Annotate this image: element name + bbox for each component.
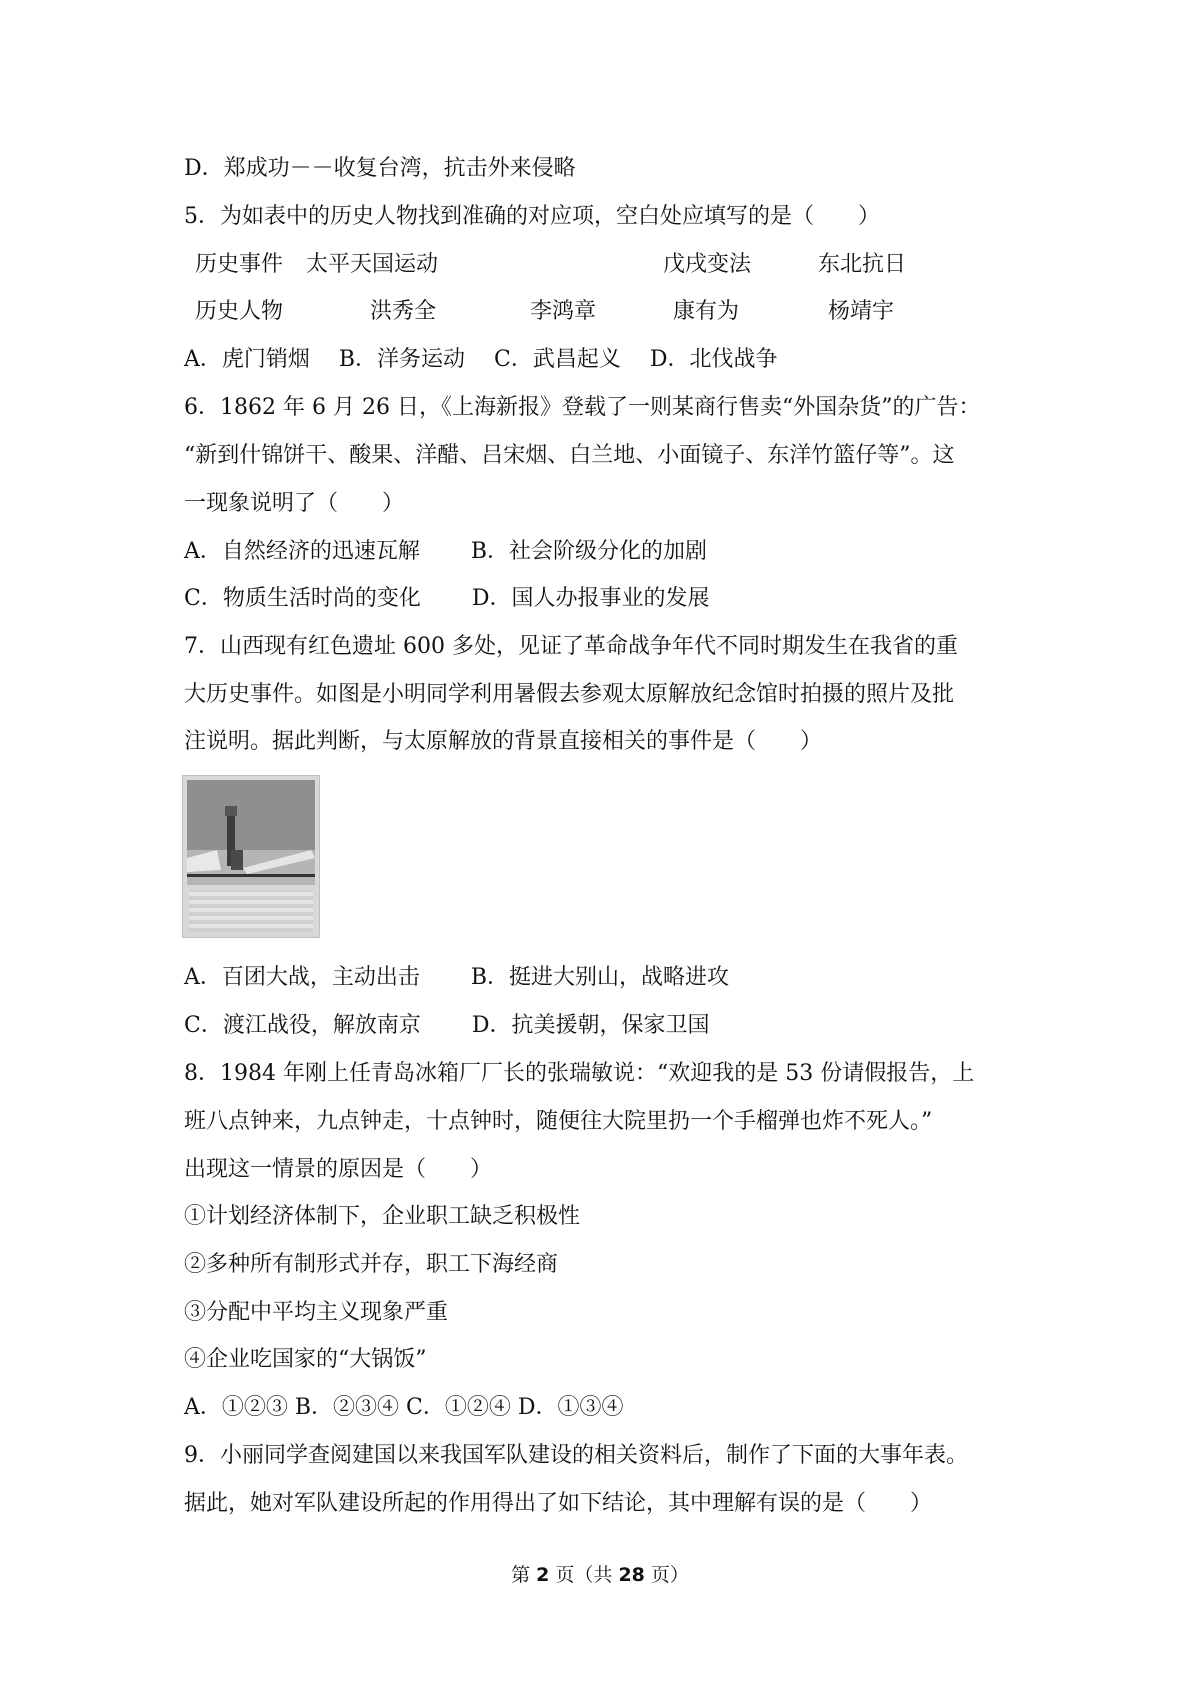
q8-stem-line: 班八点钟来，九点钟走，十点钟时，随便往大院里扔一个手榴弹也炸不死人。”: [184, 1109, 933, 1134]
q6-stem-line: “新到什锦饼干、酸果、洋醋、吕宋烟、白兰地、小面镜子、东洋竹篮仔等”。这: [184, 443, 955, 468]
q5-options: A．虎门销烟 B．洋务运动 C．武昌起义 D．北伐战争: [184, 347, 778, 372]
table-cell: 历史事件: [195, 252, 284, 277]
page-footer: [0, 1560, 1200, 1587]
q7-options: A．百团大战，主动出击 B．挺进大别山，战略进攻: [184, 965, 730, 990]
table-cell: 戊戌变法: [663, 252, 752, 277]
q9-stem-line: 据此，她对军队建设所起的作用得出了如下结论，其中理解有误的是（ ）: [184, 1491, 933, 1516]
q8-options: A．①②③ B．②③④ C．①②④ D．①③④: [184, 1395, 624, 1420]
q8-statement: ④企业吃国家的“大锅饭”: [184, 1347, 427, 1372]
q4-option-d: D．郑成功－－收复台湾，抗击外来侵略: [184, 156, 576, 181]
table-cell: 杨靖宇: [828, 299, 895, 324]
photo-image: [187, 780, 315, 885]
q8-stem-line: 8．1984 年刚上任青岛冰箱厂厂长的张瑞敏说：“欢迎我的是 53 份请假报告，上: [184, 1061, 975, 1086]
q7-stem-line: 大历史事件。如图是小明同学利用暑假去参观太原解放纪念馆时拍摄的照片及批: [184, 682, 955, 707]
q6-stem-line: 一现象说明了（ ）: [184, 491, 405, 516]
footer-page-number: 2: [536, 1564, 550, 1586]
footer-prefix: 第: [511, 1564, 537, 1586]
photo-caption: [189, 890, 313, 932]
table-cell: 历史人物: [195, 299, 284, 324]
memorial-photo: [182, 775, 320, 938]
q7-options: C．渡江战役，解放南京 D．抗美援朝，保家卫国: [184, 1013, 710, 1038]
q8-stem-line: 出现这一情景的原因是（ ）: [184, 1157, 493, 1182]
table-cell: 洪秀全: [370, 299, 437, 324]
q6-stem-line: 6．1862 年 6 月 26 日，《上海新报》登载了一则某商行售卖“外国杂货”的广告：: [184, 395, 981, 420]
q8-statement: ①计划经济体制下，企业职工缺乏积极性: [184, 1204, 581, 1229]
table-cell: 李鸿章: [530, 299, 597, 324]
footer-total-pages: 28: [618, 1564, 645, 1586]
table-cell: 东北抗日: [818, 252, 907, 277]
q7-stem-line: 注说明。据此判断，与太原解放的背景直接相关的事件是（ ）: [184, 729, 823, 754]
q8-statement: ②多种所有制形式并存，职工下海经商: [184, 1252, 559, 1277]
q5-stem: 5．为如表中的历史人物找到准确的对应项，空白处应填写的是（ ）: [184, 204, 880, 229]
table-cell: 康有为: [673, 299, 740, 324]
q6-options: C．物质生活时尚的变化 D．国人办报事业的发展: [184, 586, 710, 611]
q9-stem-line: 9．小丽同学查阅建国以来我国军队建设的相关资料后，制作了下面的大事年表。: [184, 1443, 968, 1468]
footer-middle: 页（共: [549, 1564, 619, 1586]
q8-statement: ③分配中平均主义现象严重: [184, 1300, 449, 1325]
q7-stem-line: 7．山西现有红色遗址 600 多处，见证了革命战争年代不同时期发生在我省的重: [184, 634, 958, 659]
table-cell: 太平天国运动: [306, 252, 439, 277]
footer-suffix: 页）: [644, 1564, 689, 1586]
q6-options: A．自然经济的迅速瓦解 B．社会阶级分化的加剧: [184, 539, 708, 564]
